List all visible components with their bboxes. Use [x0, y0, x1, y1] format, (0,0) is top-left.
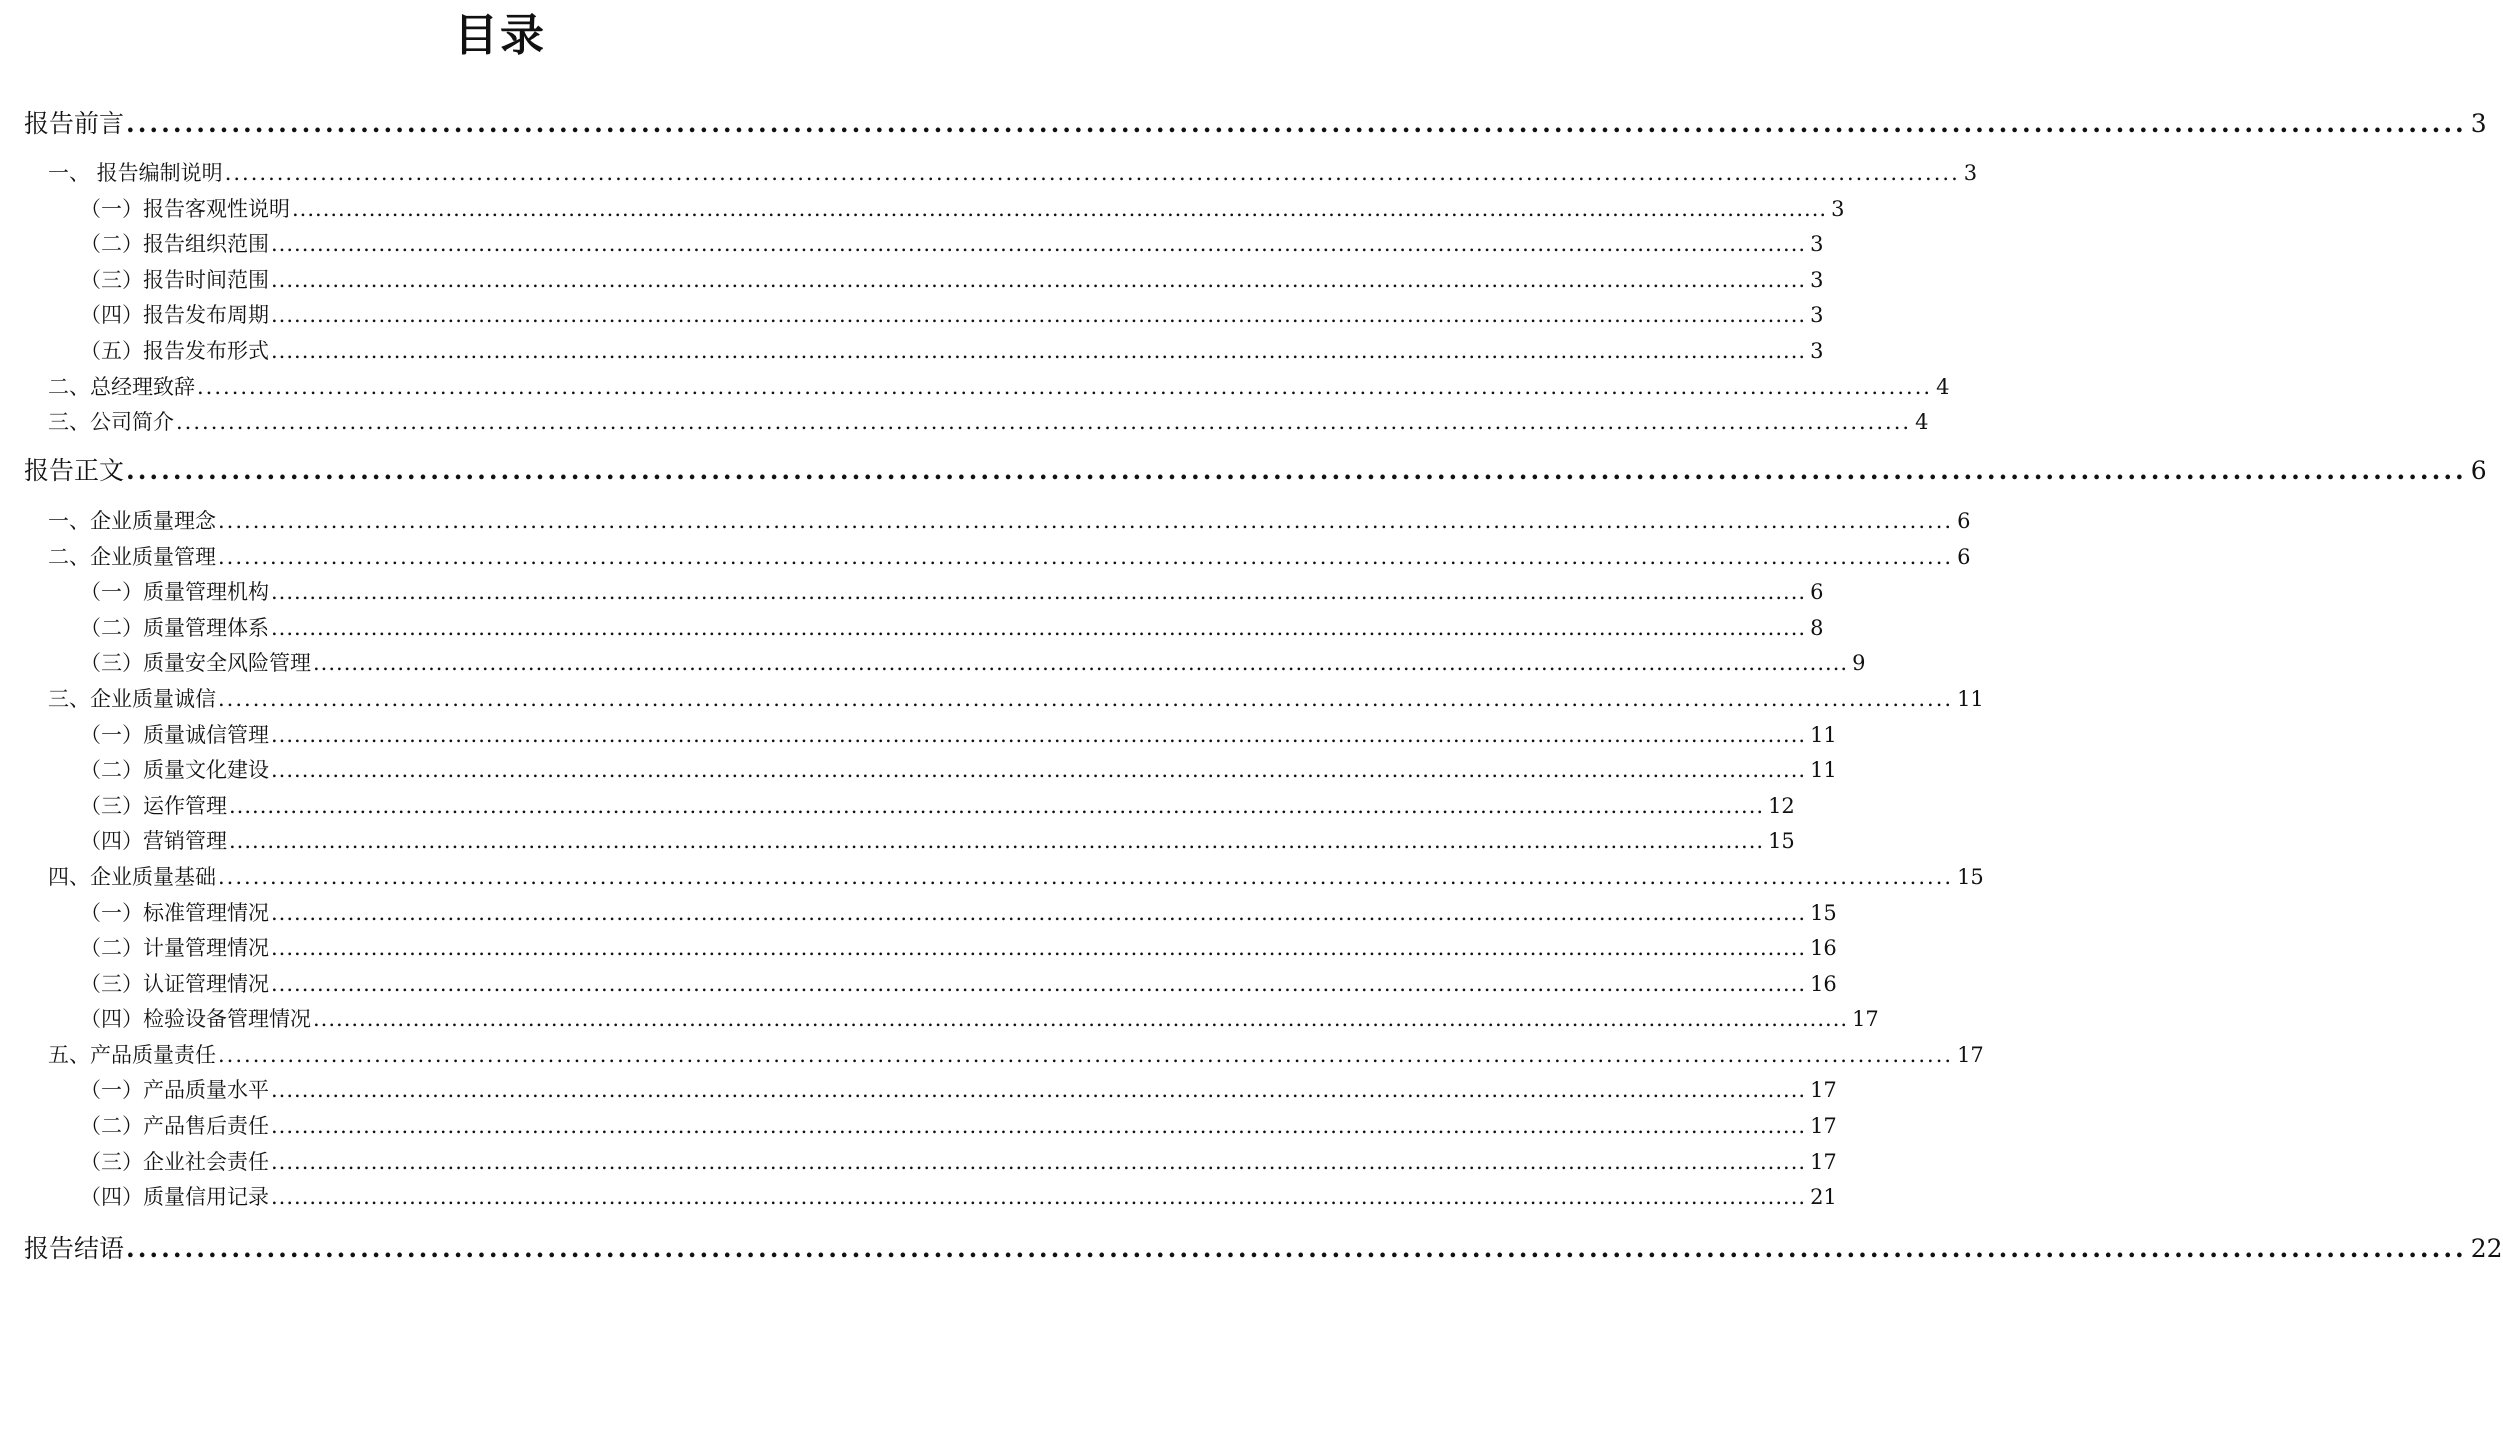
toc-entry-page: 15 — [1957, 865, 1984, 889]
toc-entry-label: （二）报告组织范围 — [80, 232, 269, 256]
toc-entry[interactable] — [80, 720, 1837, 750]
toc-entry-label: （三）质量安全风险管理 — [80, 651, 311, 675]
toc-entry-page: 16 — [1810, 936, 1837, 960]
dot-leader: ........................................................................................................................................................................................................ — [218, 865, 1954, 889]
dot-leader: ........................................................................................................................................................................................................ — [224, 161, 1960, 185]
dot-leader: ........................................................................................................................................................................................................ — [126, 109, 2467, 138]
toc-entry[interactable] — [80, 969, 1837, 999]
dot-leader: ........................................................................................................................................................................................................ — [271, 758, 1807, 782]
toc-entry-page: 15 — [1768, 829, 1795, 853]
toc-entry[interactable] — [48, 407, 1929, 437]
toc-entry-label: （二）产品售后责任 — [80, 1114, 269, 1138]
dot-leader: ........................................................................................................................................................................................................ — [313, 651, 1849, 675]
dot-leader: ........................................................................................................................................................................................................ — [271, 232, 1807, 256]
toc-entry[interactable] — [80, 1004, 1879, 1034]
toc-entry-label: （一）质量管理机构 — [80, 580, 269, 604]
dot-leader: ........................................................................................................................................................................................................ — [271, 901, 1807, 925]
toc-entry-page: 17 — [1810, 1114, 1837, 1138]
toc-entry-page: 3 — [1810, 303, 1824, 327]
toc-entry-label: 四、企业质量基础 — [48, 865, 216, 889]
toc-entry-page: 3 — [1810, 339, 1824, 363]
toc-entry-label: （一）质量诚信管理 — [80, 723, 269, 747]
toc-entry-label: 二、总经理致辞 — [48, 375, 195, 399]
toc-entry[interactable] — [24, 1232, 2503, 1266]
toc-entry[interactable] — [80, 194, 1845, 224]
dot-leader: ........................................................................................................................................................................................................ — [313, 1007, 1849, 1031]
toc-entry[interactable] — [80, 336, 1824, 366]
dot-leader: ........................................................................................................................................................................................................ — [176, 410, 1912, 434]
toc-entry-page: 6 — [2470, 456, 2487, 485]
toc-entry-label: （四）检验设备管理情况 — [80, 1007, 311, 1031]
toc-entry-label: （三）认证管理情况 — [80, 972, 269, 996]
toc-entry[interactable] — [80, 1075, 1837, 1105]
toc-entry-label: （二）计量管理情况 — [80, 936, 269, 960]
dot-leader: ........................................................................................................................................................................................................ — [126, 1234, 2467, 1263]
toc-entry[interactable] — [80, 648, 1866, 678]
dot-leader: ........................................................................................................................................................................................................ — [271, 268, 1807, 292]
toc-entry[interactable] — [48, 372, 1950, 402]
toc-entry-page: 17 — [1810, 1150, 1837, 1174]
toc-entry-label: （三）报告时间范围 — [80, 268, 269, 292]
toc-entry-page: 6 — [1957, 545, 1971, 569]
dot-leader: ........................................................................................................................................................................................................ — [292, 197, 1828, 221]
toc-entry-label: （二）质量管理体系 — [80, 616, 269, 640]
toc-entry-page: 4 — [1936, 375, 1950, 399]
toc-entry[interactable] — [24, 107, 2487, 141]
toc-entry-label: 一、 报告编制说明 — [48, 161, 223, 185]
toc-entry-label: （一）标准管理情况 — [80, 901, 269, 925]
toc-entry-label: 报告结语 — [24, 1234, 125, 1263]
toc-entry[interactable] — [24, 454, 2487, 488]
toc-entry-page: 17 — [1810, 1078, 1837, 1102]
toc-entry[interactable] — [80, 898, 1837, 928]
toc-entry-page: 3 — [1810, 268, 1824, 292]
toc-entry[interactable] — [80, 826, 1795, 856]
toc-entry-page: 22 — [2470, 1234, 2503, 1263]
toc-entry[interactable] — [80, 1111, 1837, 1141]
dot-leader: ........................................................................................................................................................................................................ — [271, 1185, 1807, 1209]
toc-entry-page: 17 — [1957, 1043, 1984, 1067]
toc-entry-page: 8 — [1810, 616, 1824, 640]
toc-entry-page: 17 — [1852, 1007, 1879, 1031]
dot-leader: ........................................................................................................................................................................................................ — [271, 616, 1807, 640]
toc-entry-label: 三、企业质量诚信 — [48, 687, 216, 711]
toc-entry-label: （四）营销管理 — [80, 829, 227, 853]
toc-entry-page: 11 — [1810, 758, 1837, 782]
toc-entry[interactable] — [80, 613, 1824, 643]
toc-entry[interactable] — [80, 229, 1824, 259]
toc-entry-page: 9 — [1852, 651, 1866, 675]
toc-entry-page: 4 — [1915, 410, 1929, 434]
toc-entry-label: （一）产品质量水平 — [80, 1078, 269, 1102]
toc-entry-label: （四）报告发布周期 — [80, 303, 269, 327]
toc-entry[interactable] — [48, 158, 1978, 188]
toc-entry-label: 报告前言 — [24, 109, 125, 138]
toc-entry-page: 21 — [1810, 1185, 1837, 1209]
toc-entry-page: 3 — [1810, 232, 1824, 256]
toc-entry[interactable] — [48, 542, 1971, 572]
toc-title: 目录 — [454, 10, 546, 61]
toc-entry[interactable] — [80, 1147, 1837, 1177]
toc-entry[interactable] — [48, 684, 1984, 714]
dot-leader: ........................................................................................................................................................................................................ — [271, 1078, 1807, 1102]
toc-entry-label: 报告正文 — [24, 456, 125, 485]
dot-leader: ........................................................................................................................................................................................................ — [271, 1114, 1807, 1138]
dot-leader: ........................................................................................................................................................................................................ — [271, 972, 1807, 996]
toc-entry-label: 一、企业质量理念 — [48, 509, 216, 533]
toc-entry[interactable] — [48, 862, 1984, 892]
toc-entry-label: （一）报告客观性说明 — [80, 197, 290, 221]
dot-leader: ........................................................................................................................................................................................................ — [271, 303, 1807, 327]
dot-leader: ........................................................................................................................................................................................................ — [218, 1043, 1954, 1067]
dot-leader: ........................................................................................................................................................................................................ — [271, 580, 1807, 604]
toc-entry-page: 6 — [1810, 580, 1824, 604]
dot-leader: ........................................................................................................................................................................................................ — [218, 509, 1954, 533]
toc-entry-page: 11 — [1810, 723, 1837, 747]
dot-leader: ........................................................................................................................................................................................................ — [126, 456, 2467, 485]
dot-leader: ........................................................................................................................................................................................................ — [197, 375, 1933, 399]
toc-entry-label: 二、企业质量管理 — [48, 545, 216, 569]
toc-entry[interactable] — [48, 506, 1971, 536]
toc-entry-label: （三）企业社会责任 — [80, 1150, 269, 1174]
toc-entry-label: 三、公司简介 — [48, 410, 174, 434]
toc-entry-page: 3 — [1963, 161, 1978, 185]
dot-leader: ........................................................................................................................................................................................................ — [271, 936, 1807, 960]
dot-leader: ........................................................................................................................................................................................................ — [271, 339, 1807, 363]
toc-entry-label: （二）质量文化建设 — [80, 758, 269, 782]
toc-entry[interactable] — [80, 300, 1824, 330]
toc-entry-label: （四）质量信用记录 — [80, 1185, 269, 1209]
toc-entry-label: （三）运作管理 — [80, 794, 227, 818]
dot-leader: ........................................................................................................................................................................................................ — [229, 794, 1765, 818]
toc-entry[interactable] — [80, 933, 1837, 963]
dot-leader: ........................................................................................................................................................................................................ — [271, 1150, 1807, 1174]
dot-leader: ........................................................................................................................................................................................................ — [271, 723, 1807, 747]
toc-entry[interactable] — [80, 791, 1795, 821]
toc-entry-page: 3 — [1831, 197, 1845, 221]
toc-entry-label: （五）报告发布形式 — [80, 339, 269, 363]
toc-entry-label: 五、产品质量责任 — [48, 1043, 216, 1067]
toc-entry[interactable] — [80, 265, 1824, 295]
dot-leader: ........................................................................................................................................................................................................ — [218, 545, 1954, 569]
toc-entry[interactable] — [80, 1182, 1837, 1212]
toc-entry-page: 15 — [1810, 901, 1837, 925]
toc-entry-page: 11 — [1957, 687, 1984, 711]
toc-entry-page: 12 — [1768, 794, 1795, 818]
dot-leader: ........................................................................................................................................................................................................ — [229, 829, 1765, 853]
toc-entry-page: 3 — [2470, 109, 2487, 138]
dot-leader: ........................................................................................................................................................................................................ — [218, 687, 1954, 711]
toc-entry[interactable] — [48, 1040, 1984, 1070]
toc-entry[interactable] — [80, 755, 1837, 785]
toc-entry-page: 6 — [1957, 509, 1971, 533]
toc-entry-page: 16 — [1810, 972, 1837, 996]
toc-entry[interactable] — [80, 577, 1824, 607]
